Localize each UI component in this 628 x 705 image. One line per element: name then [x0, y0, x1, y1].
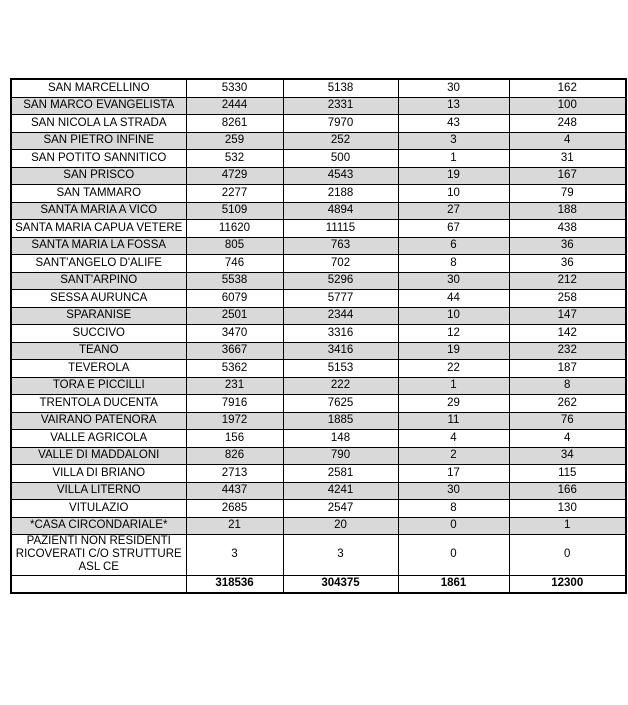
value-cell: 12 — [398, 325, 509, 343]
value-cell: 156 — [186, 430, 283, 448]
value-cell: 2713 — [186, 465, 283, 483]
municipality-name-cell: VALLE DI MADDALONI — [11, 447, 186, 465]
value-cell: 231 — [186, 377, 283, 395]
value-cell: 2444 — [186, 97, 283, 115]
table-footer — [11, 575, 626, 593]
table-row — [11, 185, 626, 203]
municipality-name-cell: SAN NICOLA LA STRADA — [11, 115, 186, 133]
value-cell: 763 — [283, 237, 398, 255]
value-cell: 36 — [509, 237, 626, 255]
table-row — [11, 430, 626, 448]
table-row — [11, 500, 626, 518]
table-row — [11, 202, 626, 220]
totals-value-cell: 1861 — [398, 575, 509, 593]
table-row — [11, 97, 626, 115]
table-row — [11, 535, 626, 576]
value-cell: 67 — [398, 220, 509, 238]
value-cell: 76 — [509, 412, 626, 430]
municipality-name-cell: TRENTOLA DUCENTA — [11, 395, 186, 413]
value-cell: 4 — [398, 430, 509, 448]
value-cell: 44 — [398, 290, 509, 308]
value-cell: 130 — [509, 500, 626, 518]
value-cell: 13 — [398, 97, 509, 115]
value-cell: 2547 — [283, 500, 398, 518]
table-row — [11, 517, 626, 535]
value-cell: 222 — [283, 377, 398, 395]
table-row — [11, 447, 626, 465]
value-cell: 3 — [398, 132, 509, 150]
value-cell: 11 — [398, 412, 509, 430]
value-cell: 30 — [398, 79, 509, 97]
table-row — [11, 465, 626, 483]
municipality-name-cell: SAN POTITO SANNITICO — [11, 150, 186, 168]
value-cell: 3416 — [283, 342, 398, 360]
table-row — [11, 255, 626, 273]
value-cell: 438 — [509, 220, 626, 238]
value-cell: 36 — [509, 255, 626, 273]
municipality-name-cell: VAIRANO PATENORA — [11, 412, 186, 430]
table-row — [11, 272, 626, 290]
value-cell: 6 — [398, 237, 509, 255]
value-cell: 166 — [509, 482, 626, 500]
municipality-name-cell: SANT'ANGELO D'ALIFE — [11, 255, 186, 273]
municipality-name-cell: SAN MARCELLINO — [11, 79, 186, 97]
municipality-name-cell: PAZIENTI NON RESIDENTI RICOVERATI C/O STRUTTURE ASL CE — [11, 535, 186, 576]
municipality-data-table — [10, 78, 627, 594]
value-cell: 4437 — [186, 482, 283, 500]
municipality-name-cell: VITULAZIO — [11, 500, 186, 518]
value-cell: 0 — [509, 535, 626, 576]
value-cell: 21 — [186, 517, 283, 535]
municipality-name-cell: SAN PRISCO — [11, 167, 186, 185]
value-cell: 30 — [398, 272, 509, 290]
table-body — [11, 79, 626, 575]
totals-empty-label-cell — [11, 575, 186, 593]
value-cell: 702 — [283, 255, 398, 273]
value-cell: 4 — [509, 132, 626, 150]
value-cell: 790 — [283, 447, 398, 465]
value-cell: 2188 — [283, 185, 398, 203]
table-row — [11, 115, 626, 133]
value-cell: 532 — [186, 150, 283, 168]
municipality-name-cell: TEVEROLA — [11, 360, 186, 378]
value-cell: 3 — [186, 535, 283, 576]
value-cell: 8 — [398, 500, 509, 518]
value-cell: 3470 — [186, 325, 283, 343]
value-cell: 5138 — [283, 79, 398, 97]
table-row — [11, 237, 626, 255]
table-row — [11, 167, 626, 185]
value-cell: 746 — [186, 255, 283, 273]
municipality-name-cell: VILLA LITERNO — [11, 482, 186, 500]
value-cell: 3 — [283, 535, 398, 576]
value-cell: 4241 — [283, 482, 398, 500]
value-cell: 1885 — [283, 412, 398, 430]
municipality-name-cell: SESSA AURUNCA — [11, 290, 186, 308]
table-row — [11, 360, 626, 378]
totals-value-cell: 12300 — [509, 575, 626, 593]
totals-row — [11, 575, 626, 593]
value-cell: 188 — [509, 202, 626, 220]
value-cell: 162 — [509, 79, 626, 97]
municipality-name-cell: SAN MARCO EVANGELISTA — [11, 97, 186, 115]
value-cell: 2581 — [283, 465, 398, 483]
municipality-name-cell: SAN PIETRO INFINE — [11, 132, 186, 150]
value-cell: 7625 — [283, 395, 398, 413]
value-cell: 6079 — [186, 290, 283, 308]
value-cell: 5153 — [283, 360, 398, 378]
value-cell: 2344 — [283, 307, 398, 325]
value-cell: 10 — [398, 185, 509, 203]
value-cell: 30 — [398, 482, 509, 500]
value-cell: 2685 — [186, 500, 283, 518]
table-row — [11, 377, 626, 395]
table-row — [11, 290, 626, 308]
value-cell: 22 — [398, 360, 509, 378]
value-cell: 4729 — [186, 167, 283, 185]
municipality-name-cell: VALLE AGRICOLA — [11, 430, 186, 448]
value-cell: 212 — [509, 272, 626, 290]
municipality-name-cell: *CASA CIRCONDARIALE* — [11, 517, 186, 535]
municipality-name-cell: SUCCIVO — [11, 325, 186, 343]
value-cell: 4543 — [283, 167, 398, 185]
value-cell: 3667 — [186, 342, 283, 360]
value-cell: 5296 — [283, 272, 398, 290]
value-cell: 20 — [283, 517, 398, 535]
table-row — [11, 412, 626, 430]
value-cell: 500 — [283, 150, 398, 168]
value-cell: 79 — [509, 185, 626, 203]
municipality-name-cell: SAN TAMMARO — [11, 185, 186, 203]
value-cell: 167 — [509, 167, 626, 185]
value-cell: 262 — [509, 395, 626, 413]
value-cell: 1972 — [186, 412, 283, 430]
value-cell: 0 — [398, 517, 509, 535]
value-cell: 27 — [398, 202, 509, 220]
value-cell: 2277 — [186, 185, 283, 203]
value-cell: 2331 — [283, 97, 398, 115]
value-cell: 31 — [509, 150, 626, 168]
municipality-name-cell: TORA E PICCILLI — [11, 377, 186, 395]
value-cell: 248 — [509, 115, 626, 133]
municipality-name-cell: SANTA MARIA CAPUA VETERE — [11, 220, 186, 238]
value-cell: 4894 — [283, 202, 398, 220]
value-cell: 5330 — [186, 79, 283, 97]
value-cell: 5777 — [283, 290, 398, 308]
table-row — [11, 307, 626, 325]
value-cell: 142 — [509, 325, 626, 343]
table-row — [11, 325, 626, 343]
value-cell: 29 — [398, 395, 509, 413]
value-cell: 2 — [398, 447, 509, 465]
value-cell: 34 — [509, 447, 626, 465]
value-cell: 8 — [398, 255, 509, 273]
municipality-name-cell: SANTA MARIA A VICO — [11, 202, 186, 220]
table-row — [11, 150, 626, 168]
value-cell: 19 — [398, 342, 509, 360]
value-cell: 4 — [509, 430, 626, 448]
table-row — [11, 395, 626, 413]
value-cell: 5109 — [186, 202, 283, 220]
value-cell: 11620 — [186, 220, 283, 238]
municipality-name-cell: SANT'ARPINO — [11, 272, 186, 290]
municipality-name-cell: SPARANISE — [11, 307, 186, 325]
table-row — [11, 342, 626, 360]
municipality-name-cell: SANTA MARIA LA FOSSA — [11, 237, 186, 255]
value-cell: 7916 — [186, 395, 283, 413]
value-cell: 232 — [509, 342, 626, 360]
value-cell: 259 — [186, 132, 283, 150]
value-cell: 5538 — [186, 272, 283, 290]
value-cell: 187 — [509, 360, 626, 378]
municipality-name-cell: VILLA DI BRIANO — [11, 465, 186, 483]
value-cell: 252 — [283, 132, 398, 150]
value-cell: 3316 — [283, 325, 398, 343]
value-cell: 10 — [398, 307, 509, 325]
value-cell: 7970 — [283, 115, 398, 133]
value-cell: 805 — [186, 237, 283, 255]
value-cell: 258 — [509, 290, 626, 308]
value-cell: 147 — [509, 307, 626, 325]
table-row — [11, 220, 626, 238]
value-cell: 2501 — [186, 307, 283, 325]
value-cell: 43 — [398, 115, 509, 133]
value-cell: 100 — [509, 97, 626, 115]
value-cell: 5362 — [186, 360, 283, 378]
totals-value-cell: 304375 — [283, 575, 398, 593]
value-cell: 0 — [398, 535, 509, 576]
value-cell: 115 — [509, 465, 626, 483]
value-cell: 8 — [509, 377, 626, 395]
value-cell: 19 — [398, 167, 509, 185]
table-row — [11, 482, 626, 500]
value-cell: 148 — [283, 430, 398, 448]
value-cell: 1 — [509, 517, 626, 535]
value-cell: 11115 — [283, 220, 398, 238]
value-cell: 17 — [398, 465, 509, 483]
table-row — [11, 132, 626, 150]
value-cell: 1 — [398, 150, 509, 168]
municipality-name-cell: TEANO — [11, 342, 186, 360]
table-row — [11, 79, 626, 97]
value-cell: 8261 — [186, 115, 283, 133]
value-cell: 1 — [398, 377, 509, 395]
value-cell: 826 — [186, 447, 283, 465]
totals-value-cell: 318536 — [186, 575, 283, 593]
